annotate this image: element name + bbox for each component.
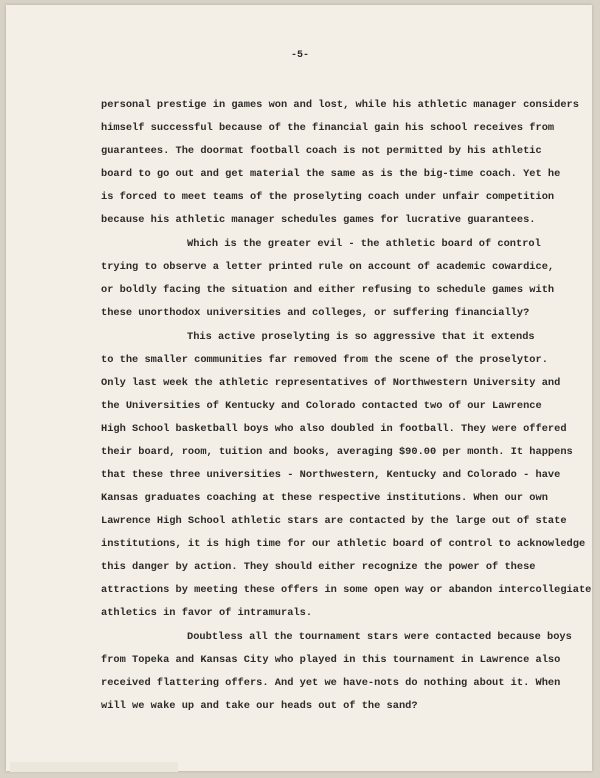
text-line: the Universities of Kentucky and Colorado contacted two of our Lawrence <box>101 400 542 412</box>
text-line: Which is the greater evil - the athletic board of control <box>187 238 541 250</box>
text-line: will we wake up and take our heads out of the sand? <box>101 700 418 712</box>
text-line: to the smaller communities far removed from the scene of the proselytor. <box>101 354 548 366</box>
page-edge-tab <box>10 762 178 772</box>
text-line: this danger by action. They should either recognize the power of these <box>101 561 536 573</box>
text-line: or boldly facing the situation and either refusing to schedule games with <box>101 284 555 296</box>
text-line: that these three universities - Northwestern, Kentucky and Colorado - have <box>101 469 561 481</box>
text-line: Only last week the athletic representatives of Northwestern University and <box>101 377 561 389</box>
text-line: guarantees. The doormat football coach is not permitted by his athletic <box>101 145 542 157</box>
text-line: Kansas graduates coaching at these respective institutions. When our own <box>101 492 548 504</box>
page-number: -5- <box>290 50 309 61</box>
text-line: from Topeka and Kansas City who played in this tournament in Lawrence also <box>101 654 561 666</box>
text-line: board to go out and get material the same as is the big-time coach. Yet he <box>101 168 561 180</box>
text-line: High School basketball boys who also doubled in football. They were offered <box>101 423 567 435</box>
text-line: Lawrence High School athletic stars are contacted by the large out of state <box>101 515 567 527</box>
text-line: This active proselyting is so aggressive that it extends <box>187 331 535 343</box>
text-line: trying to observe a letter printed rule on account of academic cowardice, <box>101 261 555 273</box>
text-line: their board, room, tuition and books, averaging $90.00 per month. It happens <box>101 446 573 458</box>
text-line: is forced to meet teams of the proselyting coach under unfair competition <box>101 191 555 203</box>
text-line: attractions by meeting these offers in some open way or abandon intercollegiate <box>101 584 592 596</box>
text-line: himself successful because of the financial gain his school receives from <box>101 122 555 134</box>
text-line: received flattering offers. And yet we have-nots do nothing about it. When <box>101 677 561 689</box>
text-line: institutions, it is high time for our athletic board of control to acknowledge <box>101 538 586 550</box>
text-line: personal prestige in games won and lost, while his athletic manager considers <box>101 99 579 111</box>
text-line: because his athletic manager schedules games for lucrative guarantees. <box>101 214 536 226</box>
text-line: Doubtless all the tournament stars were contacted because boys <box>187 631 572 643</box>
text-line: athletics in favor of intramurals. <box>101 607 313 619</box>
text-line: these unorthodox universities and colleges, or suffering financially? <box>101 307 530 319</box>
